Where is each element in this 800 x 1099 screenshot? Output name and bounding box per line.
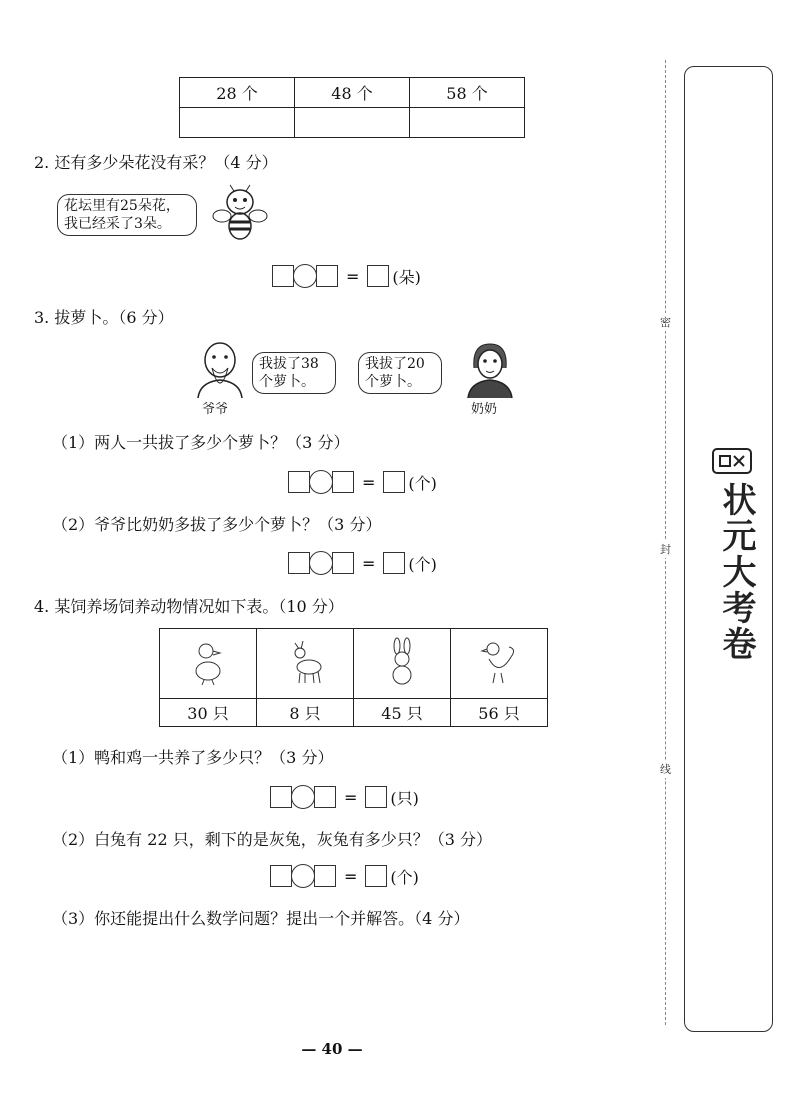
operator-circle[interactable] <box>309 551 333 575</box>
grandma-illustration <box>460 338 520 400</box>
unit-label: (个) <box>390 867 419 887</box>
page-number: — 40 — <box>301 1040 363 1058</box>
answer-box[interactable] <box>314 786 336 808</box>
deer-cell <box>257 629 354 699</box>
answer-box[interactable] <box>332 471 354 493</box>
answer-box[interactable] <box>288 552 310 574</box>
brand-title: 状元大考卷 <box>716 482 756 662</box>
equals-sign: = <box>344 866 358 886</box>
chicken-icon <box>479 637 519 687</box>
unit-label: (只) <box>390 788 419 808</box>
answer-box[interactable] <box>314 865 336 887</box>
equals-sign: = <box>344 787 358 807</box>
binding-mark-feng: 封 <box>660 540 671 558</box>
binding-mark-xian: 线 <box>660 760 671 778</box>
answer-box[interactable] <box>270 786 292 808</box>
grandma-label: 奶奶 <box>471 402 498 417</box>
table-header-cell: 48 个 <box>295 78 410 108</box>
grandpa-illustration <box>190 338 250 400</box>
equals-sign: = <box>346 266 360 286</box>
chicken-cell <box>451 629 548 699</box>
bee-illustration <box>210 184 270 246</box>
count-cell: 8 只 <box>257 699 354 727</box>
answer-box[interactable] <box>365 786 387 808</box>
unit-label: (朵) <box>392 267 421 287</box>
unit-label: (个) <box>408 554 437 574</box>
answer-box[interactable] <box>316 265 338 287</box>
duck-icon <box>188 637 228 687</box>
bubble-text: 我拔了38 <box>259 356 319 372</box>
table-header-cell: 58 个 <box>410 78 525 108</box>
operator-circle[interactable] <box>293 264 317 288</box>
answer-cell[interactable] <box>410 108 525 138</box>
rabbit-icon <box>382 637 422 687</box>
answer-box[interactable] <box>383 552 405 574</box>
answer-box[interactable] <box>332 552 354 574</box>
answer-box[interactable] <box>367 265 389 287</box>
q3-1-equation <box>288 470 437 494</box>
count-cell: 56 只 <box>451 699 548 727</box>
answer-box[interactable] <box>270 865 292 887</box>
equals-sign: = <box>362 553 376 573</box>
count-cell: 45 只 <box>354 699 451 727</box>
animal-table <box>159 628 548 727</box>
q2-equation <box>272 264 421 288</box>
q3-2-equation <box>288 551 437 575</box>
equals-sign: = <box>362 472 376 492</box>
brand-logo-icon <box>712 448 752 474</box>
count-cell: 30 只 <box>160 699 257 727</box>
bubble-text: 我拔了20 <box>365 356 425 372</box>
answer-cell[interactable] <box>295 108 410 138</box>
operator-circle[interactable] <box>291 864 315 888</box>
rabbit-cell <box>354 629 451 699</box>
binding-mark-mi: 密 <box>660 313 671 331</box>
grandma-speech-bubble <box>358 352 442 394</box>
operator-circle[interactable] <box>291 785 315 809</box>
question-3-2: （2）爷爷比奶奶多拔了多少个萝卜？（3 分） <box>52 515 382 534</box>
bubble-text: 个萝卜。 <box>259 374 315 390</box>
deer-icon <box>285 637 325 687</box>
question-3-title: 3. 拔萝卜。（6 分） <box>34 308 174 327</box>
operator-circle[interactable] <box>309 470 333 494</box>
question-4-title: 4. 某饲养场饲养动物情况如下表。（10 分） <box>34 597 344 616</box>
unit-label: (个) <box>408 473 437 493</box>
question-4-2: （2）白兔有 22 只，剩下的是灰兔，灰兔有多少只？（3 分） <box>52 830 492 849</box>
q4-2-equation <box>270 864 419 888</box>
q4-1-equation <box>270 785 419 809</box>
question-2-title: 2. 还有多少朵花没有采？（4 分） <box>34 153 278 172</box>
bubble-text: 花坛里有25朵花， <box>64 198 180 214</box>
bubble-text: 个萝卜。 <box>365 374 421 390</box>
answer-box[interactable] <box>272 265 294 287</box>
answer-box[interactable] <box>383 471 405 493</box>
grandpa-label: 爷爷 <box>202 402 229 417</box>
answer-cell[interactable] <box>180 108 295 138</box>
table-header-cell: 28 个 <box>180 78 295 108</box>
question-3-1: （1）两人一共拔了多少个萝卜？（3 分） <box>52 433 350 452</box>
duck-cell <box>160 629 257 699</box>
question-4-1: （1）鸭和鸡一共养了多少只？（3 分） <box>52 748 334 767</box>
answer-box[interactable] <box>288 471 310 493</box>
question-4-3: （3）你还能提出什么数学问题？提出一个并解答。（4 分） <box>52 909 470 928</box>
bee-speech-bubble <box>57 194 197 236</box>
grandpa-speech-bubble <box>252 352 336 394</box>
bubble-text: 我已经采了3朵。 <box>64 216 171 232</box>
top-count-table <box>179 77 525 138</box>
answer-box[interactable] <box>365 865 387 887</box>
